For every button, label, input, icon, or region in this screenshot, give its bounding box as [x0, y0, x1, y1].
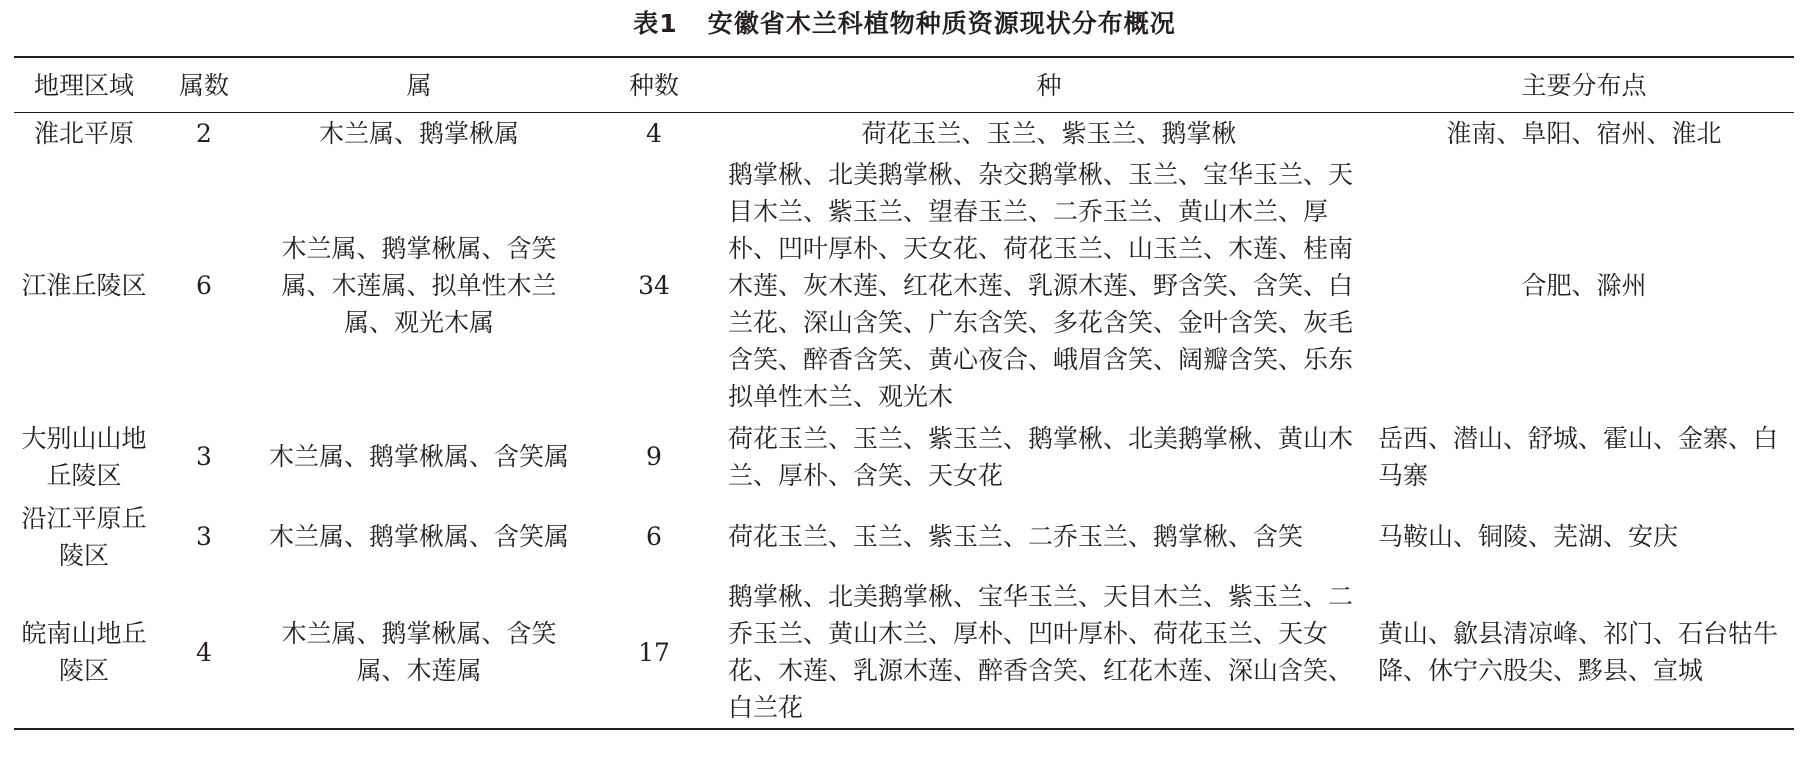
- table-caption: [0, 4, 1809, 40]
- header-species-count: 种数: [584, 57, 724, 113]
- locations-cell: 马鞍山、铜陵、芜湖、安庆: [1378, 522, 1679, 551]
- header-region: 地理区域: [14, 57, 154, 113]
- region-cell: 江淮丘陵区: [21, 271, 147, 300]
- header-species: 种: [724, 57, 1374, 113]
- locations-cell: 黄山、歙县清凉峰、祁门、石台牯牛降、休宁六股尖、黟县、宣城: [1374, 577, 1794, 729]
- genus-count-cell: 3: [196, 522, 212, 551]
- genera-cell: 木兰属、鹅掌楸属、含笑属、木莲属: [254, 577, 584, 729]
- locations-cell: 淮南、阜阳、宿州、淮北: [1446, 119, 1722, 149]
- species-count-cell: 17: [584, 577, 724, 729]
- species-cell: 鹅掌楸、北美鹅掌楸、杂交鹅掌楸、玉兰、宝华玉兰、天目木兰、紫玉兰、望春玉兰、二乔玉兰、黄山木兰、厚朴、凹叶厚朴、天女花、荷花玉兰、山玉兰、木莲、桂南木莲、灰木莲、红花木莲、乳源木莲、野含笑、含笑、白兰花、深山含笑、广东含笑、多花含笑、金叶含笑、灰毛含笑、醉香含笑、黄心夜合、峨眉含笑、阔瓣含笑、乐东拟单性木兰、观光木: [728, 160, 1354, 411]
- region-cell: 大别山山地丘陵区: [21, 423, 147, 490]
- genus-count-cell: 6: [196, 271, 212, 300]
- species-cell: 荷花玉兰、玉兰、紫玉兰、鹅掌楸: [861, 119, 1237, 149]
- table-row: [14, 113, 1794, 155]
- header-genus-count: 属数: [154, 57, 254, 113]
- region-cell: 皖南山地丘陵区: [14, 577, 154, 729]
- species-count-cell: 6: [646, 522, 662, 551]
- table-number: 表1: [633, 9, 678, 38]
- header-genera: 属: [254, 57, 584, 113]
- table-title: 安徽省木兰科植物种质资源现状分布概况: [707, 9, 1176, 38]
- locations-cell: 合肥、滁州: [1521, 271, 1647, 300]
- table-row: [14, 577, 1794, 729]
- region-cell: 淮北平原: [33, 119, 134, 149]
- genus-count-cell: 4: [154, 577, 254, 729]
- species-cell: 鹅掌楸、北美鹅掌楸、宝华玉兰、天目木兰、紫玉兰、二乔玉兰、黄山木兰、厚朴、凹叶厚朴、荷花玉兰、天女花、木莲、乳源木莲、醉香含笑、红花木莲、深山含笑、白兰花: [724, 577, 1374, 729]
- locations-cell: 岳西、潜山、舒城、霍山、金寨、白马寨: [1378, 423, 1779, 490]
- region-cell: 沿江平原丘陵区: [21, 503, 147, 570]
- table-row: [14, 417, 1794, 497]
- genus-count-cell: 2: [196, 119, 212, 149]
- distribution-table: [14, 56, 1794, 730]
- species-cell: 荷花玉兰、玉兰、紫玉兰、鹅掌楸、北美鹅掌楸、黄山木兰、厚朴、含笑、天女花: [728, 423, 1354, 490]
- genera-cell: 木兰属、鹅掌楸属、含笑属: [268, 522, 569, 551]
- genera-cell: 木兰属、鹅掌楸属、含笑属、木莲属、拟单性木兰属、观光木属: [281, 234, 557, 337]
- species-count-cell: 34: [638, 271, 670, 300]
- species-count-cell: 4: [646, 119, 662, 149]
- table-header-row: [14, 57, 1794, 113]
- table-row: [14, 497, 1794, 577]
- header-locations: 主要分布点: [1374, 57, 1794, 113]
- genera-cell: 木兰属、鹅掌楸属: [318, 119, 519, 149]
- species-count-cell: 9: [646, 442, 662, 471]
- genus-count-cell: 3: [196, 442, 212, 471]
- table-row: [14, 155, 1794, 417]
- species-cell: 荷花玉兰、玉兰、紫玉兰、二乔玉兰、鹅掌楸、含笑: [728, 522, 1304, 551]
- genera-cell: 木兰属、鹅掌楸属、含笑属: [268, 442, 569, 471]
